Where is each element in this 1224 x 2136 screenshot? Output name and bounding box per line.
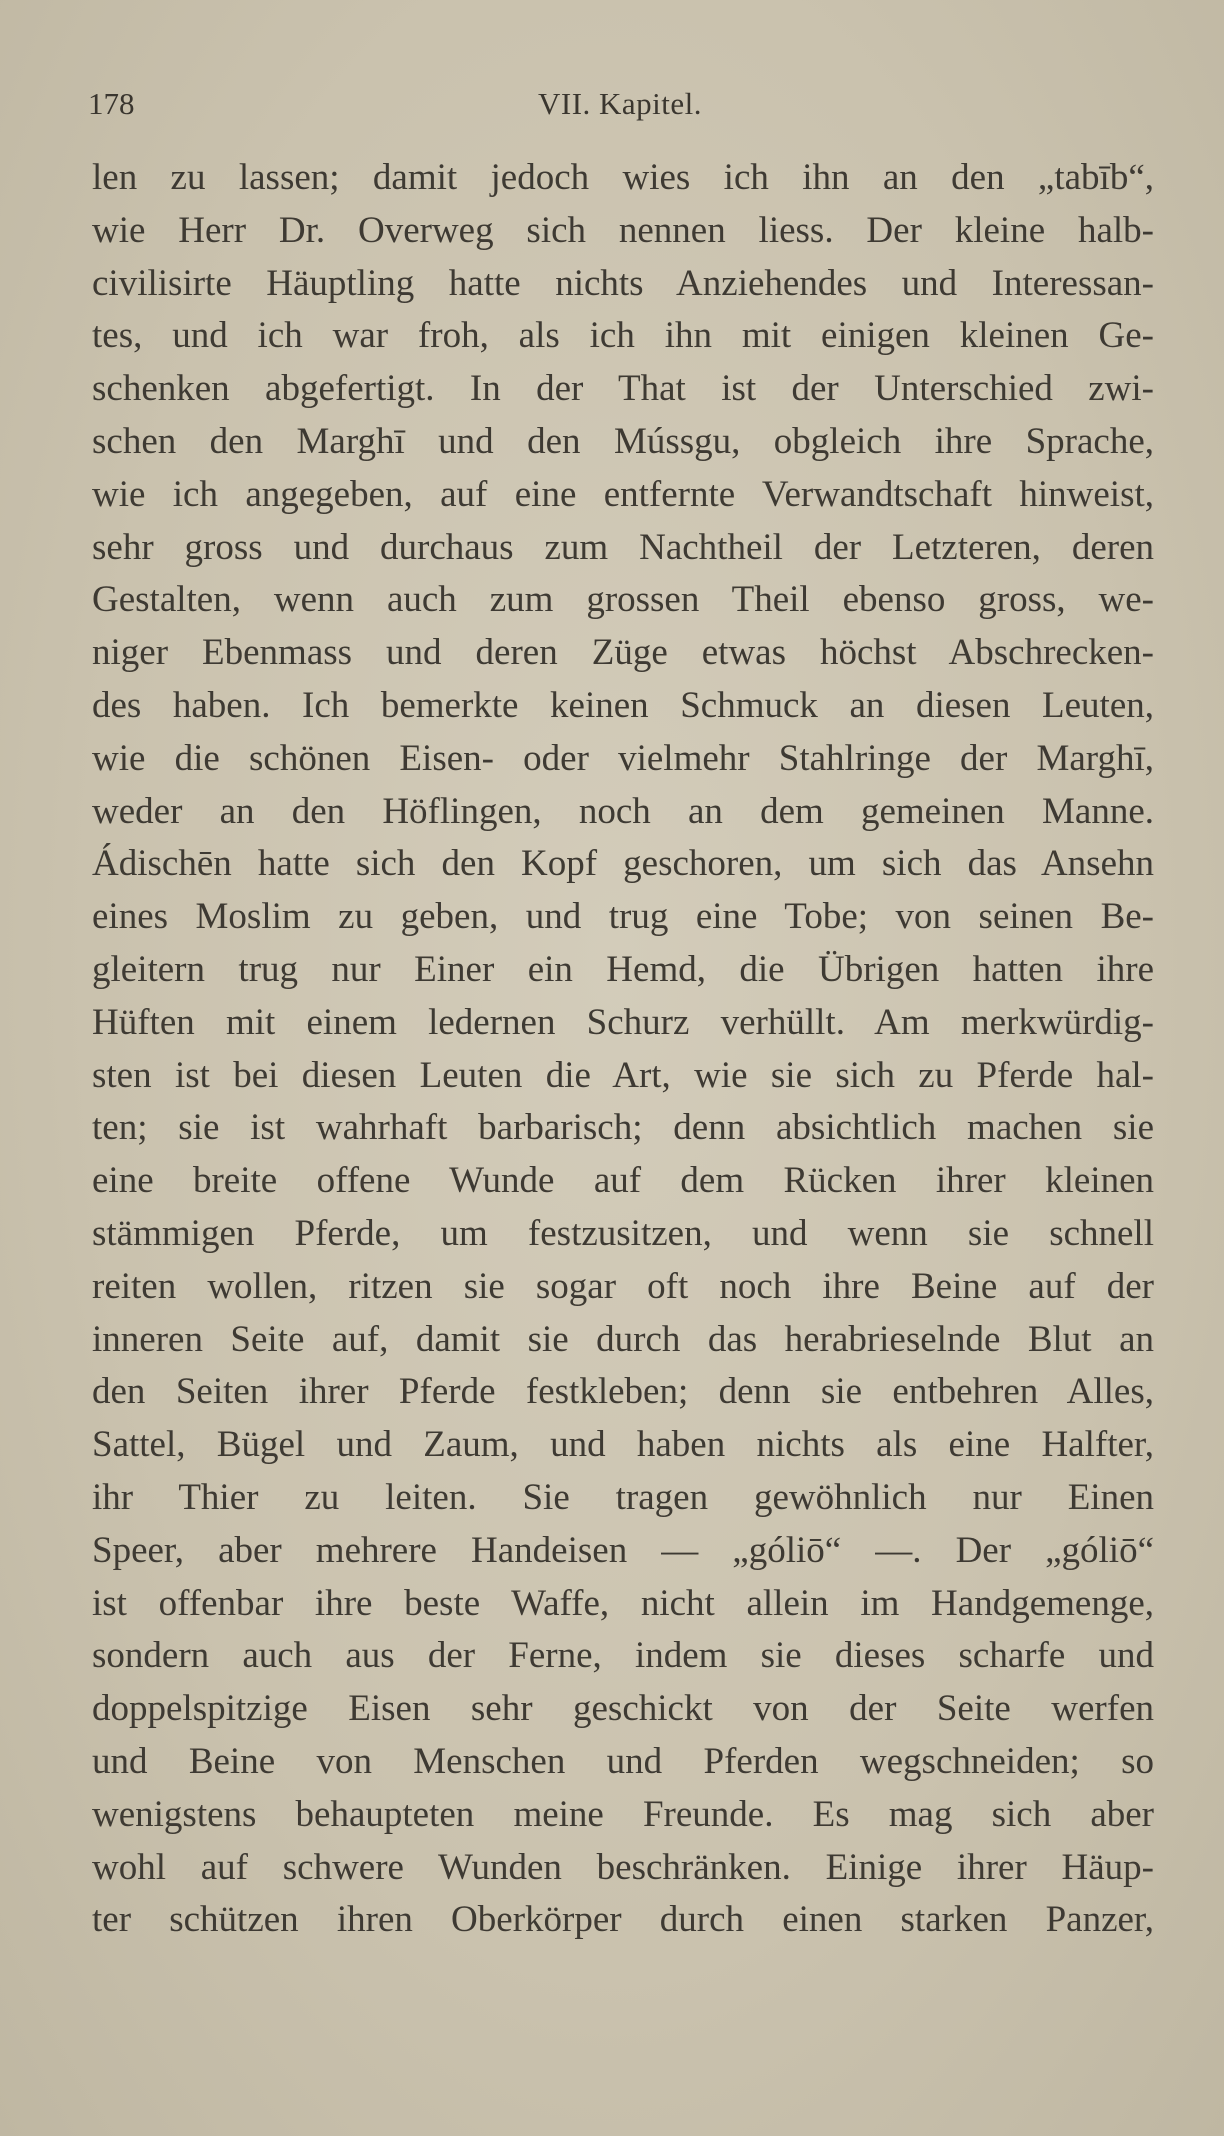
text-line: sten ist bei diesen Leuten die Art, wie sie sich zu Pferde hal- xyxy=(92,1054,1154,1096)
page-header xyxy=(88,86,1168,126)
text-line: sehr gross und durchaus zum Nachtheil der Letzteren, deren xyxy=(92,526,1154,568)
body-text xyxy=(92,152,1154,1947)
text-line: wenigstens behaupteten meine Freunde. Es mag sich aber xyxy=(92,1793,1154,1835)
text-line: Sattel, Bügel und Zaum, und haben nichts als eine Halfter, xyxy=(92,1424,1154,1466)
text-line: ten; sie ist wahrhaft barbarisch; denn absichtlich machen sie xyxy=(92,1107,1154,1149)
text-line: den Seiten ihrer Pferde festkleben; denn sie entbehren Alles, xyxy=(92,1371,1154,1413)
text-line: stämmigen Pferde, um festzusitzen, und wenn sie schnell xyxy=(92,1212,1154,1254)
text-line: len zu lassen; damit jedoch wies ich ihn an den „tabīb“, xyxy=(92,157,1154,198)
text-line: ihr Thier zu leiten. Sie tragen gewöhnlich nur Einen xyxy=(92,1476,1154,1518)
text-line: gleitern trug nur Einer ein Hemd, die Übrigen hatten ihre xyxy=(92,948,1154,990)
running-title: VII. Kapitel. xyxy=(538,86,703,121)
text-line: wohl auf schwere Wunden beschränken. Einige ihrer Häup- xyxy=(92,1846,1154,1888)
text-line: sondern auch aus der Ferne, indem sie dieses scharfe und xyxy=(92,1635,1154,1677)
text-line: doppelspitzige Eisen sehr geschickt von der Seite werfen xyxy=(92,1688,1154,1730)
text-line: schenken abgefertigt. In der That ist der Unterschied zwi- xyxy=(92,368,1154,410)
text-line: wie ich angegeben, auf eine entfernte Verwandtschaft hinweist, xyxy=(92,473,1154,515)
text-line: civilisirte Häuptling hatte nichts Anziehendes und Interessan- xyxy=(92,262,1154,304)
text-line: tes, und ich war froh, als ich ihn mit einigen kleinen Ge- xyxy=(92,315,1154,357)
text-line: ist offenbar ihre beste Waffe, nicht allein im Handgemenge, xyxy=(92,1582,1154,1624)
text-line: Gestalten, wenn auch zum grossen Theil ebenso gross, we- xyxy=(92,579,1154,621)
text-line: niger Ebenmass und deren Züge etwas höchst Abschrecken- xyxy=(92,632,1154,674)
text-line: wie die schönen Eisen- oder vielmehr Stahlringe der Marghī, xyxy=(92,737,1154,779)
text-line: wie Herr Dr. Overweg sich nennen liess. Der kleine halb- xyxy=(92,209,1154,251)
text-line: Speer, aber mehrere Handeisen — „góliō“ —. Der „góliō“ xyxy=(92,1529,1154,1571)
text-line: Ádischēn hatte sich den Kopf geschoren, um sich das Ansehn xyxy=(92,843,1154,885)
text-line: inneren Seite auf, damit sie durch das herabrieselnde Blut an xyxy=(92,1318,1154,1360)
text-line: eines Moslim zu geben, und trug eine Tobe; von seinen Be- xyxy=(92,896,1154,938)
text-line: und Beine von Menschen und Pferden wegschneiden; so xyxy=(92,1740,1154,1782)
text-line: schen den Marghī und den Mússgu, obgleich ihre Sprache, xyxy=(92,420,1154,462)
page-number: 178 xyxy=(88,86,135,121)
text-line: ter schützen ihren Oberkörper durch einen starken Panzer, xyxy=(92,1899,1154,1941)
text-line: eine breite offene Wunde auf dem Rücken ihrer kleinen xyxy=(92,1160,1154,1202)
text-line: weder an den Höflingen, noch an dem gemeinen Manne. xyxy=(92,790,1154,832)
text-line: reiten wollen, ritzen sie sogar oft noch ihre Beine auf der xyxy=(92,1265,1154,1307)
text-line: des haben. Ich bemerkte keinen Schmuck an diesen Leuten, xyxy=(92,684,1154,726)
text-line: Hüften mit einem ledernen Schurz verhüllt. Am merkwürdig- xyxy=(92,1001,1154,1043)
